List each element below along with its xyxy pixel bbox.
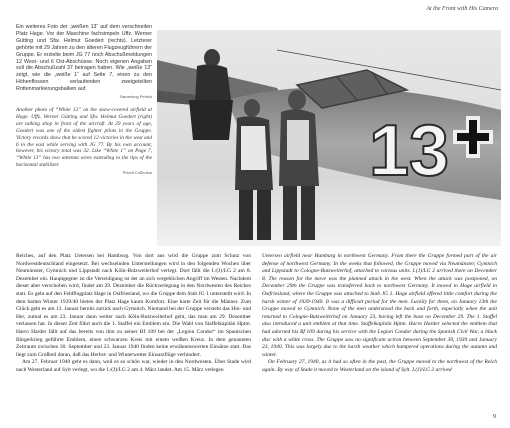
aircraft-number: 13 <box>369 111 450 191</box>
caption-english <box>16 107 152 177</box>
caption-english-text: Another photo of “White 13” on the snow-covered airfield at Hage. Uffz. Werner Gütting and Sfw. Helmut Goedert (right) are talking shop in front of the aircraft. At 29 years of age, Goedert was one of the oldest fighter pilots in the Gruppe. Victory records show that he scored 12 victories in the west and 6 in the east while serving with JG 77. By his own account, however, his victory total was 32. Like “White 1” on Page 7, “White 13” has two antenna wires extending to the tips of the horizontal stabilizer. <box>16 106 152 169</box>
page-number: 9 <box>493 414 496 420</box>
body-english-paragraph: On February 27, 1940, as it had so often in the past, the Gruppe moved to the northwest of the Reich again. By way of Stade it moved to Westerland on the island of Sylt. I.(J)/LG 2 arrived <box>262 359 497 373</box>
caption-english-credit: Petrick Collection <box>123 170 152 176</box>
body-german-paragraph: Reiches, auf den Platz Uetersen bei Hamburg. Von dort aus wird die Gruppe zum Schutz von Nordwestdeutschland eingesetzt. Bei wechselnden Unterstellungen wird in den folgenden Wochen über Neumünster, Gymnich und Lippstadt nach Köln-Butzweilerhof verlegt. Dort fällt die I./(J)/LG 2 am 8. Dezember ein. Hauptgegner ist die Verteidigung ist der an sich vergeblichen Angriff im Westen. Nachdem dieser aber verschoben wird, findet am 29. Dezember die Rückverlegung in den Nordwesten des Reiches statt. Es geht auf den Feldflugplatz Hage in Ostfriesland, wo die Gruppe dem Stab JG 1 unterstellt wird. In dem harten Winter 1939/40 bieten der Platz Hage kaum Komfort. Eine harte Zeit für die Männer. Zum Glück geht es am 13. Januar bereits zurück nach Gymnich. Niemand bei der Gruppe versteht das Hin- und Her, zumal es am 23. Januar dann weiter nach Köln-Butzweilerhof geht, das man am 29. Dezember verlassen hat. In dieser Zeit führt auch die 1. Staffel ein Emblem ein. Die Wahl von Staffelkapitän Hptm. Harro Harder fällt auf das bereits von ihm zu seiner Bf 109 bei der „Legion Condor“ im Spanischen Bürgerkrieg geführte Emblem, einen schwarzen Kreis mit einem weißen Kreuz. In dem genannten Zeitraum zwischen 30. September und 23. Januar 1940 finden keine erwähnenswerten Einsätze statt. Das liegt zum Großteil daran, daß das Herbst- und Winterwetter Einsatzflüge verhindert. <box>16 253 251 358</box>
photo-caption <box>16 24 152 177</box>
body-german-paragraph: Am 27. Februar 1940 geht es dann, weil es so schön war, wieder in den Nordwesten. Über Stade wird nach Westerland auf Sylt verlegt, wo die I./(J)/LG 2 am 4. März landet. Am 15. März verlegen <box>16 359 251 373</box>
body-text-german <box>16 253 251 375</box>
body-text-english <box>262 253 497 375</box>
aircraft-photo <box>157 30 501 246</box>
running-head: At the Front with His Camera <box>426 6 498 12</box>
caption-german <box>16 24 152 101</box>
aircraft-photo-image <box>157 30 501 246</box>
caption-german-credit: Sammlung Petrick <box>119 94 152 100</box>
caption-german-text: Ein weiteres Foto der „weißen 13“ auf dem verschneiten Platz Hage. Vor der Maschine fachsimpeln Uffz. Werner Gütting und Sfw. Helmut Goedert (rechts). Letzterer gehörte mit 29 Jahren zu den älteren Flugzeugführern der Gruppe. Er erzielte beim JG 77 noch Abschußmeldungen 12 West- und 6 Ost-Abschüsse. Noch eigenen Angaben soll die Abschußzahl 37 betragen haben. Wie „weiße 13“ zeigt, wie die „weiße 1“ auf Seite 7, einen zu den Höhenflossen verlaufenden zweigeteilten Rottenmarkierungsbalken auf. <box>16 24 152 93</box>
body-english-paragraph: Uetersen airfield near Hamburg in northwest Germany. From there the Gruppe formed part of the air defense of northwest Germany. In the weeks that followed, the Gruppe moved via Neumünster, Gymnich and Lippstadt to Cologne-Butzweilerhof, attached to various units. I.(J)/LG 2 arrived there on December 8. The reason for the move was the planned attack in the west. When the attack was postponed, on December 29th the Gruppe was transferred back to northwest Germany. It moved to Hage airfield in Ostfriesland, where the Gruppe was attached to Stab JG 1. Hage airfield offered little comfort during the harsh winter of 1939-1940. It was a difficult period for the men. Luckily for them, on January 13th the Gruppe moved to Gymnich. None of the men understood the back and forth, especially when the unit returned to Cologne-Butzweilerhof on January 23, having left the base on December 29. The 1. Staffel also introduced a unit emblem at that time. Staffelkapitän Hptm. Harro Harder selected the emblem that had adorned his Bf 109 during his service with the Legion Condor during the Spanish Civil War, a black disc with a white cross. The Gruppe saw no significant action between September 30, 1939 and January 23, 1940. This was largely due to the harsh weather which hampered operations during the autumn and winter. <box>262 253 497 358</box>
